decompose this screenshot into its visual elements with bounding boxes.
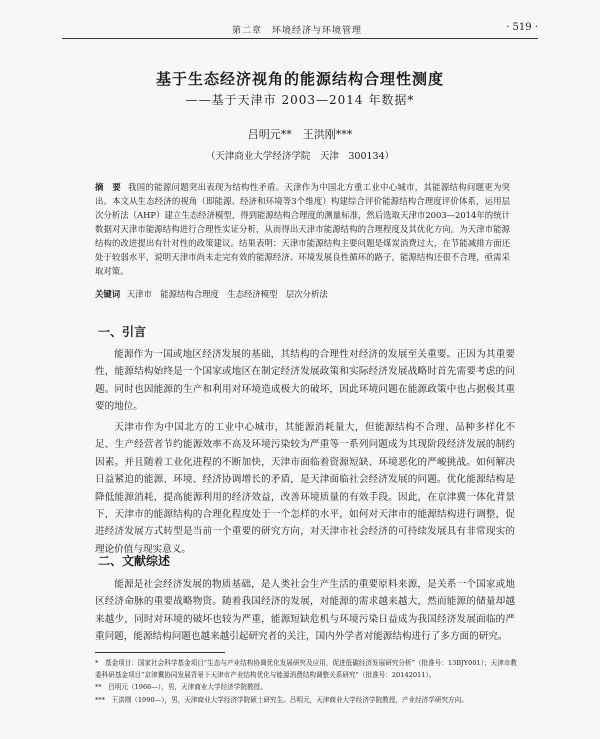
section-heading-introduction: 一、引言 [98, 325, 147, 339]
section-heading-literature-review: 二、文献综述 [98, 554, 171, 568]
article-title: 基于生态经济视角的能源结构合理性测度 [155, 70, 444, 88]
abstract-label: 摘 要 [95, 182, 122, 192]
footnote-divider [95, 652, 225, 653]
abstract-text: 我国的能源问题突出表现为结构性矛盾。天津作为中国北方重工业中心城市，其能源结构问题更为突出。本文从生态经济的视角（即能源、经济和环境等3个维度）构建综合评价能源结构合理度评价体系，运用层次分析法（AHP）建立生态经济模型，得到能源结构合理度的测量标准，然后选取天津市2003—2014年的统计数据对天津市能源结构进行合理性实证分析，从而得出天津市能源结构的合理程度及其优化方向。为天津市能源结构的改进提出有针对性的政策建议。结果表明：天津市能源结构主要问题是煤炭消费过大，在节能减排方面还处于较弱水平，说明天津市尚未走完有效的能源经济、环境发展良性循环的路子，能源结构还很不合理，亟需采取对策。 [95, 182, 511, 276]
footnote: *** 王洪刚（1990—），男，天津商业大学经济学院硕士研究生。吕明元，天津商业大学经济学院教授，产业经济学研究方向。 [95, 695, 468, 704]
keywords-text: 天津市 能源结构合理度 生态经济模型 层次分析法 [126, 289, 328, 299]
affiliation: （天津商业大学经济学院 天津 300134） [205, 151, 395, 162]
keywords [95, 287, 510, 301]
footnote: * 基金项目：国家社会科学基金项目“生态与产业结构协调优化发展研究及应用，促进低碳经济发展研究分析”（批准号：13BJY001）；天津市教委科研基金项目“京津冀协同发展背景下天津市产业结构优化与能源消费结构调整关系研究”（批准号：20142011）。 [95, 659, 517, 679]
running-header [62, 20, 538, 39]
footnote: ** 吕明元（1966—），男，天津商业大学经济学院教授。 [95, 683, 267, 692]
paragraph: 天津市作为中国北方的工业中心城市，其能源消耗量大，但能源结构不合理、品种多样化不足、生产经营者节约能源效率不高及环境污染较为严重等一系列问题成为其现阶段经济发展的制约因素。并且随着工业化进程的不断加快，天津市面临着资源短缺、环境恶化的严峻挑战。如何解决日益紧迫的能源、环境、经济协调增长的矛盾，是天津面临社会经济发展的问题。优化能源结构是降低能源消耗，提高能源利用的经济效益，改善环境质量的有效手段。因此，在京津冀一体化背景下，天津市的能源结构的合理化程度处于一个怎样的水平，如何对天津市的能源结构进行调整，促进经济发展方式转型是当前一个重要的研究方向，对天津市社会经济的可持续发展具有非常现实的理论价值与现实意义。 [95, 422, 515, 555]
article-subtitle: ——基于天津市 2003—2014 年数据* [185, 93, 415, 107]
paragraph: 能源作为一国或地区经济发展的基础，其结构的合理性对经济的发展至关重要。正因为其重要性，能源结构始终是一个国家或地区在制定经济发展政策和实际经济发展战略时首先需要考虑的问题。同时也因能源的生产和利用对环境造成极大的破坏，因此环境问题在能源政策中也占据极其重要的地位。 [95, 349, 515, 413]
page-number: · 519 · [506, 22, 538, 33]
abstract [95, 180, 510, 278]
chapter-title: 第二章 环境经济与环境管理 [232, 26, 363, 36]
footnotes [95, 658, 520, 707]
paragraph: 能源是社会经济发展的物质基础，是人类社会生产生活的重要原料来源，是关系一个国家或地区经济命脉的重要战略物资。随着我国经济的发展，对能源的需求越来越大，然而能源的储量却越来越少，同时对环境的破坏也较为严重，能源短缺危机与环境污染日益成为我国经济发展面临的严重问题，能源结构问题也越来越引起研究者的关注，国内外学者对能源结构进行了多方面的研究。 [95, 579, 515, 643]
authors: 吕明元** 王洪刚*** [247, 128, 353, 141]
keywords-label: 关键词 [95, 289, 121, 299]
